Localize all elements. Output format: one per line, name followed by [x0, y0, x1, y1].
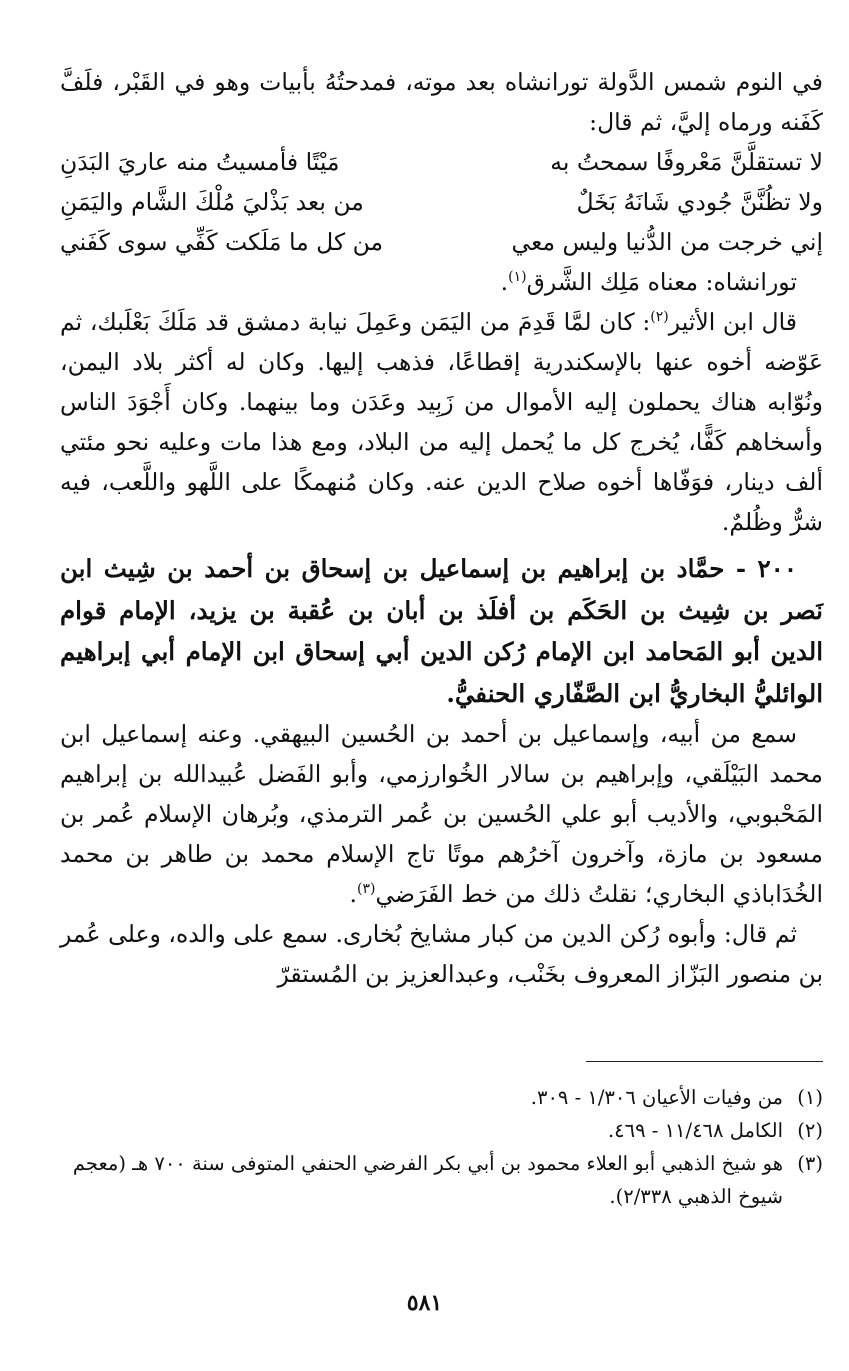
footnote-number: (٣) [797, 1152, 823, 1175]
verse-second-hemistich: من كل ما مَلَكت كَفِّي سوى كَفَني [60, 228, 384, 256]
footnote-ref: (١) [508, 269, 527, 286]
verse-first-hemistich: إني خرجت من الدُّنيا وليس معي [511, 228, 823, 256]
verse-line [60, 222, 823, 262]
verse-first-hemistich: لا تستقلَّنَّ مَعْروفًا سمحتُ به [550, 148, 823, 176]
footnote-number: (٢) [797, 1119, 823, 1142]
footnote [60, 1147, 823, 1213]
footnote-text: من وفيات الأعيان ١/٣٠٦ - ٣٠٩. [530, 1086, 783, 1109]
paragraph-text: سمع من أبيه، وإسماعيل بن أحمد بن الحُسين البيهقي. وعنه إسماعيل ابن محمد البَيْلَقي، وإبراهيم بن سالار الخُوارزمي، وأبو الفَضل عُبيدالله بن إبراهيم المَحْبوبي، والأديب أبو علي الحُسين بن عُمر الترمذي، وبُرهان الإسلام عُمر بن مسعود بن مازة، وآخرون آخرُهم موتًا تاج الإسلام محمد بن طاهر بن محمد الخُدَاباذي البخاري؛ نقلتُ ذلك من خط الفَرَضي [60, 720, 823, 908]
verse-second-hemistich: مَيْتًا فأمسيتُ منه عاريَ البَدَنِ [60, 148, 340, 176]
verse-line [60, 182, 823, 222]
paragraph-father: ثم قال: وأبوه رُكن الدين من كبار مشايخ بُخارى. سمع على والده، وعلى عُمر بن منصور البَزّاز المعروف بخَنْب، وعبدالعزيز بن المُستقرّ [60, 920, 823, 988]
footnote-divider [586, 1061, 823, 1062]
footnote [60, 1081, 823, 1114]
verse-first-hemistich: ولا تظُنَّنَّ جُودي شَانَهُ بَخَلٌ [576, 188, 823, 216]
footnote-text: الكامل ١١/٤٦٨ - ٤٦٩. [607, 1119, 783, 1142]
verse-second-hemistich: من بعد بَذْليَ مُلْكَ الشَّام واليَمَنِ [60, 188, 364, 216]
footnote-number: (١) [797, 1086, 823, 1109]
footnote-ref: (٢) [650, 309, 669, 326]
footnotes [60, 1081, 823, 1213]
footnote [60, 1114, 823, 1147]
verse-line [60, 142, 823, 182]
main-text [60, 62, 823, 994]
poem [60, 142, 823, 262]
entry-heading: ٢٠٠ - حمَّاد بن إبراهيم بن إسماعيل بن إسحاق بن أحمد بن شِيث ابن نَصر بن شِيث بن الحَكَم بن أفلَذ بن أبان بن عُقبة بن يزيد، الإمام قوام الدين أبو المَحامد ابن الإمام رُكن الدين أبي إسحاق ابن الإمام أبي إبراهيم الوائليُّ البخاريُّ ابن الصَّفّاري الحنفيُّ. [60, 554, 823, 708]
paragraph-turanshah-meaning: تورانشاه: معناه مَلِك الشَّرق$^{(١)}$. [500, 268, 797, 296]
paragraph-narration: سمع من أبيه، وإسماعيل بن أحمد بن الحُسين البيهقي. وعنه إسماعيل ابن محمد البَيْلَقي، وإبراهيم بن سالار الخُوارزمي، وأبو الفَضل عُبيدالله بن إبراهيم المَحْبوبي، والأديب أبو علي الحُسين بن عُمر الترمذي، وبُرهان الإسلام عُمر بن مسعود بن مازة، وآخرون آخرُهم موتًا تاج الإسلام محمد بن طاهر بن محمد الخُدَاباذي البخاري؛ نقلتُ ذلك من خط الفَرَضي$^{(٣)}$. [60, 720, 823, 908]
paragraph-ibn-al-athir [60, 302, 823, 542]
paragraph-opening: في النوم شمس الدَّولة تورانشاه بعد موته، فمدحتُهُ بأبيات وهو في القَبْر، فلَفَّ كَفَنه ورماه إليَّ، ثم قال: [60, 68, 823, 136]
paragraph-text: تورانشاه: معناه مَلِك الشَّرق [526, 268, 797, 296]
paragraph-text: : كان لمَّا قَدِمَ من اليَمَن وعَمِلَ نيابة دمشق قد مَلَكَ بَعْلَبك، ثم عَوّضه أخوه عنها بالإسكندرية إقطاعًا، فذهب إليها. وكان له أكثر بلاد اليمن، ونُوّابه هناك يحملون إليه الأموال من زَبِيد وعَدَن وما بينهما. وكان أَجْوَدَ الناس وأسخاهم كَفًّا، يُخرج كل ما يُحمل إليه من البلاد، ومع هذا مات وعليه نحو مئتي ألف دينار، فوَفّاها أخوه صلاح الدين عنه. وكان مُنهمكًا على اللَّهو واللَّعب، فيه شرٌّ وظُلمٌ. [60, 308, 823, 536]
paragraph-text: قال ابن الأثير [668, 308, 797, 336]
footnote-ref: (٣) [356, 881, 376, 898]
footnote-text: هو شيخ الذهبي أبو العلاء محمود بن أبي بكر الفرضي الحنفي المتوفى سنة ٧٠٠ هـ (معجم شيوخ الذهبي ٢/٣٣٨). [72, 1152, 783, 1208]
page-number: ٥٨١ [406, 1290, 443, 1316]
